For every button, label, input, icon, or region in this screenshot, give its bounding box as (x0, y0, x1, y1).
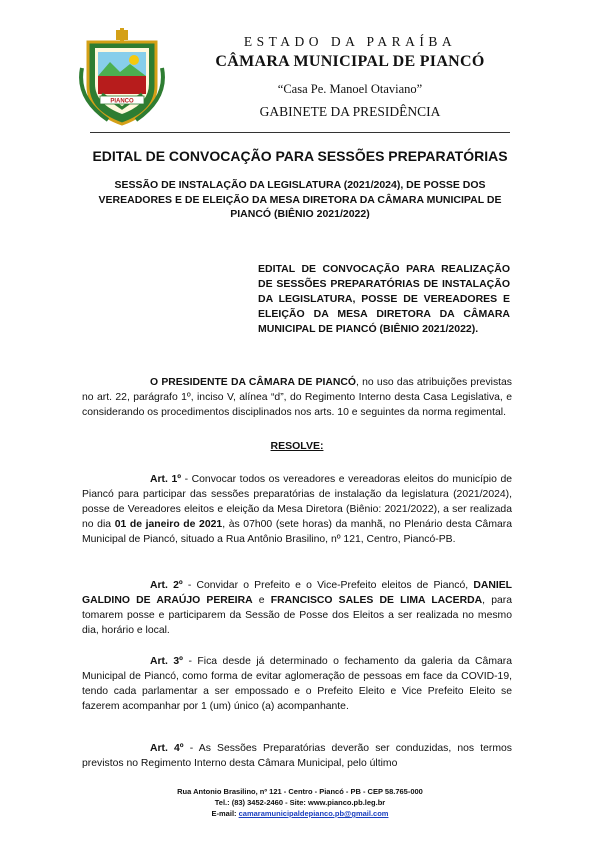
resolve-heading: RESOLVE: (270, 440, 324, 452)
header-house-name: “Casa Pe. Manoel Otaviano” (277, 82, 423, 96)
header-divider (90, 132, 510, 133)
article-1-text-a: - Convocar todos os vereadores e vereadoras eleitos do município de Piancó para participar das sessões preparatórias de instalação da legislatura (2021/2024), posse de Vereadores eleitos e eleição da Mesa Diretora (Biênio: 2021/2022), a ser realizada no dia (82, 474, 512, 530)
article-2 (82, 578, 512, 638)
document-title: EDITAL DE CONVOCAÇÃO PARA SESSÕES PREPARATÓRIAS (92, 148, 508, 164)
article-1-text-b: , às 07h00 (sete horas) da manhã, no Plenário desta Câmara Municipal de Piancó, situado a Rua Antônio Brasilino, nº 121, Centro, Piancó-PB. (82, 519, 513, 545)
article-1-label: Art. 1º (150, 474, 182, 485)
article-2-text-a: - Convidar o Prefeito e o Vice-Prefeito eleitos de Piancó, (182, 580, 474, 591)
article-3-label: Art. 3º (150, 656, 183, 667)
article-2-joiner: e (252, 595, 271, 606)
article-2-vice-mayor-name: FRANCISCO SALES DE LIMA LACERDA (270, 595, 483, 606)
crest-banner-label: PIANCO (110, 98, 134, 105)
intro-text: , no uso das atribuições previstas no art. 22, parágrafo 1º, inciso V, alínea “d”, do Regimento Interno desta Casa Legislativa, e considerando os procedimentos disciplinados nos arts. 10 e seguintes da norma regimental. (82, 377, 512, 418)
article-2-label: Art. 2º (150, 580, 183, 591)
footer-address: Rua Antonio Brasilino, nº 121 - Centro - Piancó - PB - CEP 58.765-000 (177, 787, 423, 796)
header-office: GABINETE DA PRESIDÊNCIA (259, 104, 441, 119)
document-summary: EDITAL DE CONVOCAÇÃO PARA REALIZAÇÃO DE SESSÕES PREPARATÓRIAS DE INSTALAÇÃO DA LEGISLATURA, POSSE DE VEREADORES E ELEIÇÃO DA MESA DIRETORA DA CÂMARA MUNICIPAL DE PIANCÓ (BIÊNIO 2021/2022). (258, 263, 510, 335)
article-1 (82, 472, 512, 547)
article-3-text: - Fica desde já determinado o fechamento da galeria da Câmara Municipal de Piancó, como forma de evitar aglomeração de pessoas em face da COVID-19, tendo cada parlamentar a ser empossado e o Prefeito Eleito e Vice Prefeito Eleito se fazerem acompanhar por 1 (um) único (a) acompanhante. (82, 656, 512, 712)
footer (80, 786, 520, 819)
article-4-label: Art. 4º (150, 743, 184, 754)
article-4-text: - As Sessões Preparatórias deverão ser conduzidas, nos termos previstos no Regimento Interno desta Câmara Municipal, pelo último (82, 743, 512, 769)
article-1-date: 01 de janeiro de 2021 (114, 519, 223, 530)
footer-email-line (80, 808, 520, 819)
footer-email-label: E-mail: (211, 809, 239, 818)
municipal-crest-logo (78, 28, 166, 128)
header-state: ESTADO DA PARAÍBA (243, 34, 457, 49)
footer-contact: Tel.: (83) 3452-2460 - Site: www.pianco.pb.leg.br (214, 798, 386, 807)
footer-email-link[interactable]: camaramunicipaldepianco.pb@gmail.com (238, 809, 389, 818)
article-2-text-b: , para tomarem posse e participarem da Sessão de Posse dos Eleitos a ser realizada no mesmo dia, horário e local. (82, 595, 512, 636)
president-label: O PRESIDENTE DA CÂMARA DE PIANCÓ (150, 377, 356, 388)
article-2-mayor-name: DANIEL GALDINO DE ARAÚJO PEREIRA (82, 580, 512, 606)
intro-paragraph (82, 375, 512, 420)
article-3 (82, 654, 512, 714)
article-4 (82, 741, 512, 775)
document-subtitle: SESSÃO DE INSTALAÇÃO DA LEGISLATURA (2021/2024), DE POSSE DOS VEREADORES E DE ELEIÇÃO DA MESA DIRETORA DA CÂMARA MUNICIPAL DE PIANCÓ (BIÊNIO 2021/2022) (98, 179, 502, 220)
header-council-name: CÂMARA MUNICIPAL DE PIANCÓ (215, 53, 485, 70)
